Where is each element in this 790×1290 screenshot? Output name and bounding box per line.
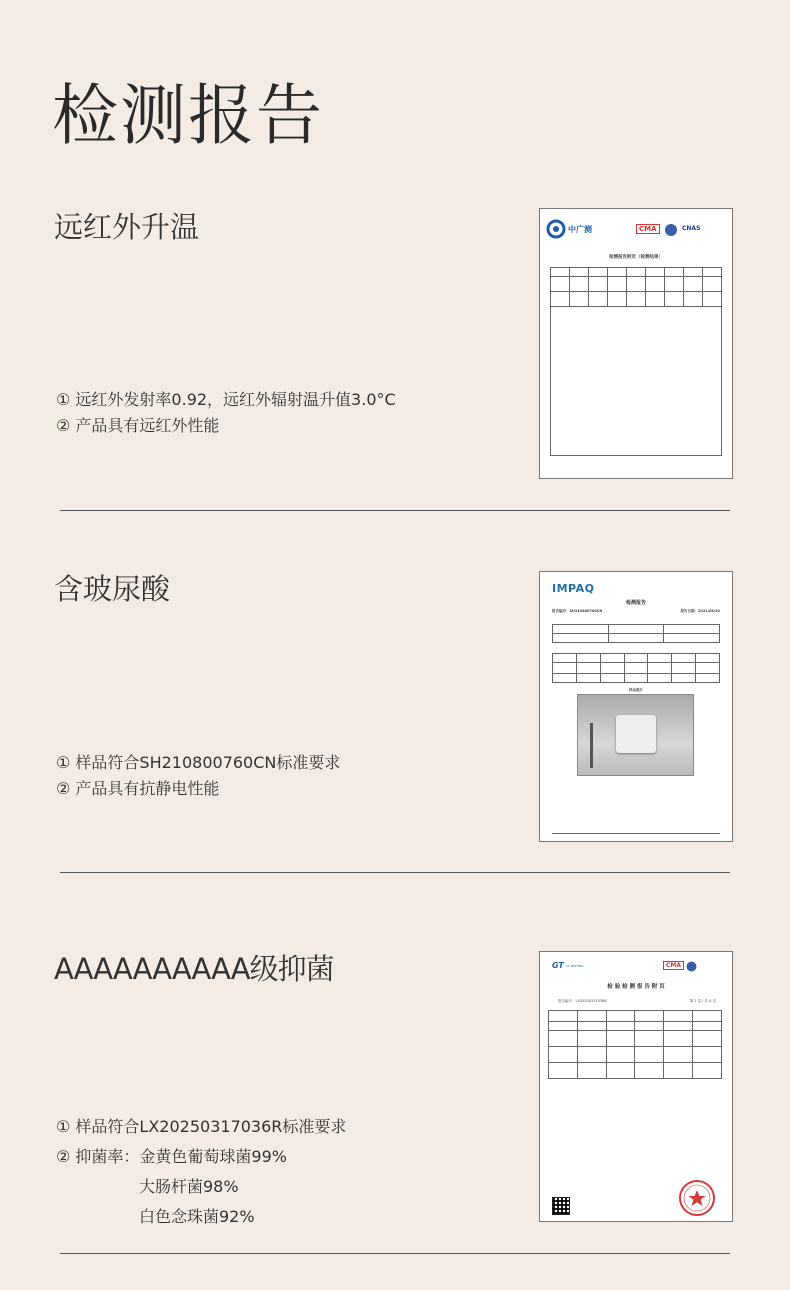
section-title: 含玻尿酸 (54, 572, 171, 606)
report-heading: 检测报告 (625, 600, 646, 606)
report-date: 报告日期：2021/08/30 (680, 609, 720, 613)
section-description (56, 750, 340, 802)
description-line: ① 远红外发射率0.92，远红外辐射温升值3.0°C (56, 390, 396, 409)
section-divider (60, 510, 730, 511)
report-logo (546, 219, 592, 239)
report-logo: IMPAQ (552, 582, 595, 595)
report-logo-subtext: LX TESTING (565, 963, 584, 968)
ilac-mra-icon (686, 961, 697, 972)
report-table (550, 267, 722, 456)
test-report-image[interactable] (539, 571, 733, 842)
report-heading: 检测报告附页（检测结果） (609, 255, 663, 260)
description-line: ② 抑菌率：金黄色葡萄球菌99% (56, 1147, 287, 1166)
description-line: ① 样品符合LX20250317036R标准要求 (56, 1117, 347, 1136)
report-logo (552, 961, 584, 970)
section-title: AAAAAAAAAA级抑菌 (54, 952, 334, 986)
report-logo-text: 中广测 (568, 224, 592, 234)
report-heading: 检 验 检 测 报 告 附 页 (607, 984, 665, 990)
section-description (56, 387, 396, 439)
section-title: 远红外升温 (54, 210, 200, 244)
cma-badge: CMA (636, 224, 660, 234)
report-subheading: 样品照片 (629, 688, 643, 692)
cnas-badge: CNAS (682, 225, 701, 232)
report-table (552, 624, 720, 683)
sample-photo (577, 694, 694, 776)
description-line: 白色念珠菌92% (139, 1207, 255, 1226)
page-title: 检测报告 (52, 77, 324, 154)
section-divider (60, 1253, 730, 1254)
report-page-info: 第 2 页 / 共 4 页 (689, 999, 716, 1003)
report-table (548, 1010, 722, 1079)
test-report-image[interactable] (539, 208, 733, 479)
description-line: ② 产品具有抗静电性能 (56, 779, 220, 798)
description-line: ② 产品具有远红外性能 (56, 416, 220, 435)
description-line: 大肠杆菌98% (139, 1177, 239, 1196)
qr-code-icon (552, 1197, 570, 1215)
report-number: 报告编号：SH210800760CN (552, 609, 603, 613)
report-number: 报告编号：LX20250317036R (558, 999, 607, 1003)
cma-badge: CMA (663, 961, 684, 970)
test-report-image[interactable] (539, 951, 733, 1222)
section-divider (60, 872, 730, 873)
report-logo-icon (546, 219, 566, 239)
description-line: ① 样品符合SH210800760CN标准要求 (56, 753, 341, 772)
report-footer-rule (552, 833, 720, 834)
section-description (56, 1112, 346, 1232)
ilac-mra-icon (664, 223, 678, 237)
report-logo-text: GT (552, 961, 564, 970)
official-seal-icon (678, 1179, 716, 1217)
